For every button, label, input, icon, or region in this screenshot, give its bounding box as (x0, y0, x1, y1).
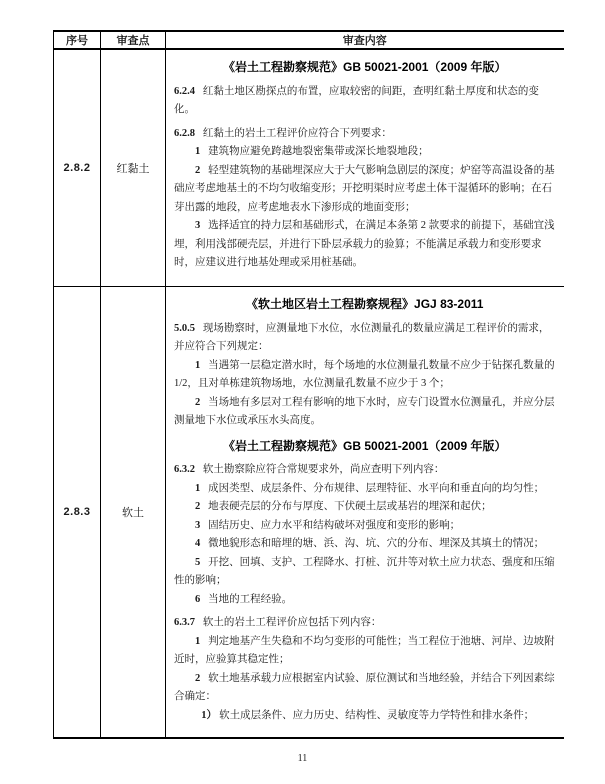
content-paragraph (174, 357, 556, 394)
content-paragraph (174, 394, 556, 431)
content-paragraph (174, 320, 556, 357)
item-number: 3 (195, 519, 201, 531)
item-number: 2 (195, 672, 201, 684)
item-text: 建筑物应避免跨越地裂密集带或深长地裂地段； (208, 146, 429, 157)
content-paragraph (174, 162, 556, 218)
item-text: 当场地有多层对工程有影响的地下水时，应专门设置水位测量孔，并应分层测量地下水位或承压水头高度。 (174, 396, 555, 426)
clause-number: 5.0.5 (174, 322, 195, 334)
clause-number: 6.3.7 (174, 617, 195, 628)
item-text: 软土地基承载力应根据室内试验、原位测试和当地经验，并结合下列因素综合确定： (174, 672, 555, 702)
header-serial-number: 序号 (54, 31, 101, 49)
serial-number-cell: 2.8.2 (54, 49, 101, 287)
content-paragraph (174, 143, 556, 162)
item-number: 5 (195, 556, 201, 568)
review-content-cell (166, 49, 564, 287)
header-review-point: 审查点 (101, 31, 166, 49)
content-paragraph (174, 535, 556, 554)
review-table (53, 30, 564, 739)
content-paragraph (174, 461, 556, 480)
review-point-cell: 软土 (101, 287, 166, 739)
content-paragraph (174, 217, 556, 273)
content-box (166, 50, 564, 286)
serial-number-cell: 2.8.3 (54, 287, 101, 739)
content-paragraph (174, 707, 556, 726)
content-paragraph (174, 498, 556, 517)
content-paragraph (174, 517, 556, 536)
item-text: 当遇第一层稳定潜水时，每个场地的水位测量孔数量不应少于钻探孔数量的 1/2，且对单栋建筑物场地，水位测量孔数量不应少于 3 个； (174, 359, 555, 389)
table-row (54, 287, 564, 739)
clause-number: 6.3.2 (174, 464, 195, 475)
clause-text: 红黏土的岩土工程评价应符合下列要求： (202, 127, 392, 139)
page-number: 11 (297, 753, 308, 764)
content-box (166, 287, 564, 737)
item-number: 3 (195, 220, 201, 231)
content-paragraph (174, 480, 556, 499)
item-number: 4 (195, 538, 201, 549)
item-text: 选择适宜的持力层和基础形式，在满足本条第 2 款要求的前提下，基础宜浅埋，利用浅部硬壳层，并进行下卧层承载力的验算；不能满足承载力和变形要求时，应建议进行地基处理或采用桩基础。 (174, 220, 555, 268)
item-number: 2 (195, 501, 201, 512)
item-number: 1 (195, 482, 201, 494)
item-number: 2 (195, 164, 201, 176)
standard-heading: 《岩土工程勘察规范》GB 50021-2001（2009 年版） (223, 60, 507, 74)
subitem-number: 1） (201, 709, 218, 721)
item-text: 成因类型、成层条件、分布规律、层理特征、水平向和垂直向的均匀性； (208, 482, 545, 494)
content-paragraph (174, 670, 556, 707)
item-number: 1 (195, 635, 201, 647)
item-text: 判定地基产生失稳和不均匀变形的可能性；当工程位于池塘、河岸、边坡附近时，应验算其稳定性； (174, 635, 555, 665)
clause-text: 现场勘察时，应测量地下水位，水位测量孔的数量应满足工程评价的需求，并应符合下列规定： (174, 322, 550, 352)
clause-text: 软土的岩土工程评价应包括下列内容： (202, 617, 382, 628)
subitem-text: 软土成层条件、应力历史、结构性、灵敏度等力学特性和排水条件； (219, 709, 535, 721)
content-paragraph (174, 125, 556, 144)
table-header-row (54, 31, 564, 49)
content-paragraph (174, 83, 556, 120)
item-text: 当地的工程经验。 (208, 593, 293, 605)
review-point-cell: 红黏土 (101, 49, 166, 287)
item-number: 6 (195, 593, 201, 605)
header-review-content: 审查内容 (166, 31, 564, 49)
content-paragraph (174, 614, 556, 633)
item-text: 开挖、回填、支护、工程降水、打桩、沉井等对软土应力状态、强度和压缩性的影响； (174, 556, 555, 586)
item-text: 轻型建筑物的基础埋深应大于大气影响急剧层的深度；炉窑等高温设备的基础应考虑地基土的不均匀收缩变形；开挖明渠时应考虑土体干湿循环的影响；在石芽出露的地段，应考虑地表水下渗形成的地面变形； (174, 164, 555, 213)
content-paragraph (174, 591, 556, 610)
clause-text: 软土勘察除应符合常规要求外，尚应查明下列内容： (202, 464, 445, 475)
item-text: 微地貌形态和暗埋的塘、浜、沟、坑、穴的分布、埋深及其填土的情况； (208, 538, 545, 549)
clause-number: 6.2.8 (174, 127, 195, 139)
clause-text: 红黏土地区勘探点的布置，应取较密的间距，查明红黏土厚度和状态的变化。 (174, 85, 539, 115)
item-text: 地表硬壳层的分布与厚度、下伏硬土层或基岩的埋深和起伏； (208, 501, 492, 512)
item-number: 1 (195, 359, 201, 371)
review-content-cell (166, 287, 564, 739)
item-text: 固结历史、应力水平和结构破坏对强度和变形的影响； (208, 519, 461, 531)
content-paragraph (174, 633, 556, 670)
clause-number: 6.2.4 (174, 85, 195, 97)
item-number: 1 (195, 146, 201, 157)
content-paragraph (174, 554, 556, 591)
standard-heading: 《软土地区岩土工程勘察规程》JGJ 83-2011 (246, 297, 484, 311)
item-number: 2 (195, 396, 201, 408)
table-row (54, 49, 564, 287)
standard-heading: 《岩土工程勘察规范》GB 50021-2001（2009 年版） (223, 438, 507, 453)
